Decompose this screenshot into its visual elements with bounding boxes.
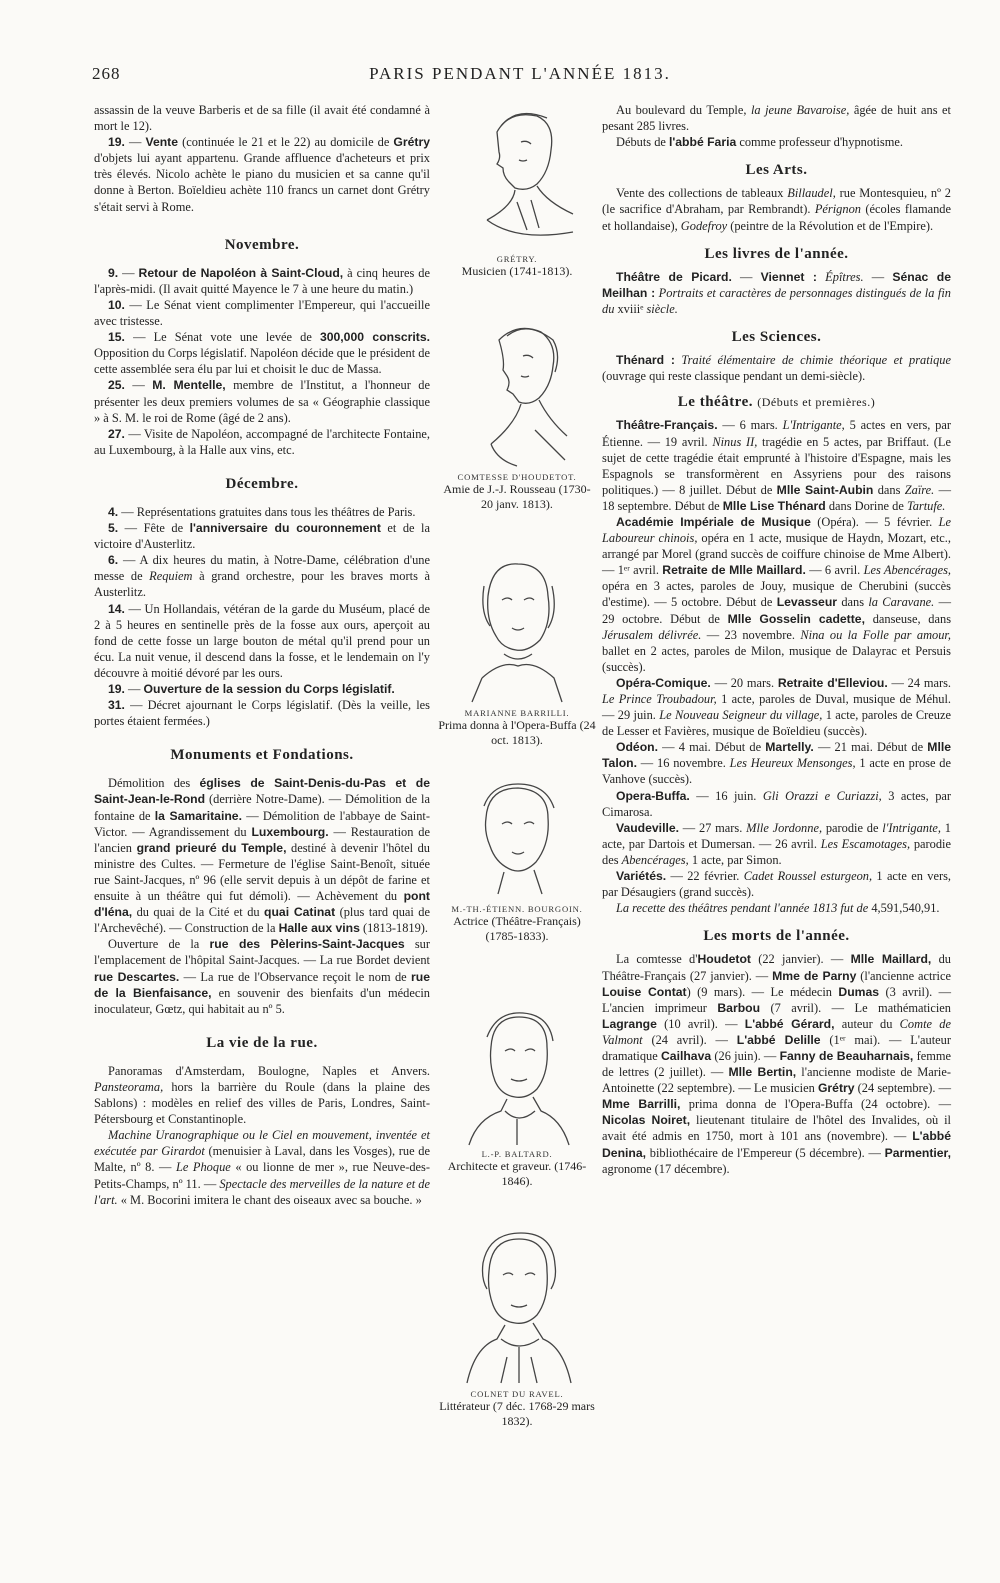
bold-text: Sénac de Meilhan :	[602, 269, 951, 300]
text: —	[731, 269, 761, 284]
text: à grand orchestre, pour les braves morts à Austerlitz.	[94, 569, 430, 600]
page-title: PARIS PENDANT L'ANNÉE 1813.	[369, 64, 671, 83]
section-heading-novembre: Novembre.	[224, 236, 300, 253]
text: — 16 juin.	[689, 788, 763, 803]
text: — 27 mars.	[679, 820, 747, 835]
portrait-caption: COMTESSE D'HOUDETOT.	[457, 472, 577, 482]
italic-text: Pansteorama,	[94, 1079, 164, 1094]
italic-text: Spectacle des merveilles de la nature et de l'art.	[94, 1176, 430, 1207]
bold-text: quai Catinat	[264, 905, 336, 920]
text: — 21 mai. Début de	[813, 740, 928, 755]
text: — Restauration de l'ancien	[94, 824, 430, 855]
bold-text: Vente	[145, 135, 178, 150]
paragraph	[94, 377, 430, 425]
text: (derrière Notre-Dame). — Démolition de la fontaine de	[94, 792, 430, 823]
date: 6.	[108, 553, 119, 568]
portrait-description: Musicien (1741-1813).	[461, 264, 573, 278]
text: (écoles flamande et hollandaise),	[602, 202, 951, 233]
date: 27.	[108, 426, 125, 441]
text: 3 actes, par Cimarosa.	[602, 788, 952, 819]
text: (Opéra). — 5 février.	[810, 514, 939, 529]
paragraph	[94, 1127, 430, 1207]
text: Démolition des	[108, 776, 200, 791]
date: 4.	[108, 504, 119, 519]
text: (peintre de la Révolution et de l'Empire).	[727, 218, 934, 233]
text: — 24 mars.	[887, 675, 952, 690]
date: 19.	[108, 135, 125, 150]
bold-text: Théâtre de Picard.	[616, 269, 732, 284]
text: (24 avril). —	[642, 1032, 737, 1047]
paragraph	[602, 185, 951, 233]
italic-text: la jeune Bavaroise,	[750, 103, 850, 117]
italic-text: Tartufe.	[906, 498, 946, 513]
text: comme professeur d'hypnotisme.	[736, 135, 903, 150]
section-heading-vie-de-la-rue: La vie de la rue.	[206, 1034, 318, 1051]
text: prima donna de l'Opera-Buffa (24 octobre). —	[680, 1097, 952, 1112]
text: 1 acte, paroles de Creuze de Lesser et Favières, musique de Boïeldieu (succès).	[602, 708, 951, 739]
italic-text: Abencérages,	[621, 852, 689, 867]
paragraph	[602, 417, 951, 514]
italic-text: La recette des théâtres pendant l'année 1813 fut de	[616, 901, 869, 916]
date: 10.	[108, 297, 125, 312]
text: — La rue de l'Observance reçoit le nom de	[179, 969, 412, 984]
bold-text: Halle aux vins	[278, 921, 360, 936]
italic-text: Billaudel,	[787, 186, 836, 201]
text: 1 acte, par Simon.	[688, 852, 782, 867]
text: 1 acte, par Dartois et Dumersan. — 26 avril.	[602, 820, 951, 851]
bold-text: Grétry	[817, 1081, 855, 1096]
portrait-caption: COLNET DU RAVEL.	[470, 1389, 564, 1399]
text: (ouvrage qui reste classique pendant un demi-siècle).	[602, 369, 866, 384]
section-heading-monuments: Monuments et Fondations.	[170, 747, 354, 764]
bold-text: l'abbé Faria	[669, 135, 737, 150]
portrait-description: Prima donna à l'Opera-Buffa (24 oct. 1813).	[438, 718, 596, 747]
portrait-caption: GRÉTRY.	[496, 254, 538, 264]
italic-text: siècle.	[646, 301, 678, 316]
portrait-houdetot	[438, 320, 596, 512]
text: sur l'emplacement de l'hôpital Saint-Jacques. — La rue Bordet devient	[94, 937, 431, 968]
bold-text: L'abbé Denina,	[602, 1129, 951, 1160]
italic-text: Nina ou la Folle par amour,	[800, 627, 951, 642]
text: (continuée le 21 et le 22) au domicile de	[178, 135, 394, 150]
text: —	[124, 682, 144, 696]
text: destiné à devenir l'hôtel du ministre des Cultes. — Fermeture de l'église Saint-Benoît, située rue Saint-Jacques, nº 96 (elle servit depuis à un dépôt de farine et ensuite à un théâtre qui fut démoli). — Achèvement du	[94, 840, 430, 904]
date: 15.	[108, 330, 125, 345]
italic-text: Les Escamotages,	[820, 836, 911, 851]
portrait-engraving-icon	[457, 1227, 577, 1387]
italic-text: la Caravane.	[868, 595, 935, 610]
bold-text: Mlle Maillard,	[850, 952, 932, 967]
paragraph	[94, 265, 430, 297]
italic-text: Godefroy	[680, 218, 728, 233]
bold-text: Viennet :	[760, 269, 817, 284]
text: — Démolition de l'abbaye de Saint-Victor. — Agrandissement du	[94, 808, 430, 839]
italic-text: Le Nouveau Seigneur du village,	[659, 708, 823, 723]
paragraph	[94, 297, 430, 329]
text: — A dix heures du matin, à Notre-Dame, célébration d'une messe de	[94, 553, 430, 584]
text: du quai de la Cité et du	[132, 905, 265, 920]
bold-text: Ouverture de la session du Corps législatif.	[143, 682, 395, 696]
text: parodie des	[602, 836, 951, 867]
italic-text: Épîtres.	[816, 269, 864, 284]
italic-text: Le Prince Troubadour,	[602, 692, 717, 706]
left-column	[94, 102, 430, 1208]
bold-text: Grétry	[393, 135, 431, 150]
date: 31.	[108, 698, 125, 713]
text: — 6 avril.	[805, 563, 864, 578]
bold-text: M. Mentelle,	[152, 378, 226, 393]
text: — 6 mars.	[717, 418, 783, 433]
text: hors la barrière du Roule (dans la plaine des Sablons) : modèles en relief des villes de Paris, Londres, Saint-Pétersbourg et Constantinople.	[94, 1079, 430, 1127]
text: —	[124, 135, 146, 150]
text: opéra en 3 actes, paroles de Jouy, musique de Cherubini (succès d'estime). — 5 octobre. Début de	[602, 579, 951, 610]
text: 1 acte en prose de Vanhove (succès).	[602, 756, 951, 787]
paragraph	[94, 775, 430, 936]
bold-text: rue des Pèlerins-Saint-Jacques	[209, 937, 405, 952]
text: (1ᵉʳ mai). — L'auteur dramatique	[602, 1032, 951, 1063]
bold-text: 300,000 conscrits.	[319, 330, 430, 345]
section-heading-sciences: Les Sciences.	[731, 329, 822, 346]
paragraph	[94, 681, 430, 697]
italic-text: Requiem	[149, 569, 193, 584]
text: Opposition du Corps législatif. Napoléon décide que le président de cette assemblée sera élu par lui et choisit le duc de Massa.	[94, 346, 430, 377]
text: (l'ancienne actrice	[856, 968, 951, 983]
bold-text: Retour de Napoléon à Saint-Cloud,	[138, 265, 344, 280]
text: ballet en 2 actes, paroles de Milon, musique de Dalayrac et Persuis (succès).	[602, 643, 951, 674]
heading-text: Le théâtre.	[677, 394, 753, 411]
text: —	[124, 378, 153, 393]
text: La comtesse d'	[616, 952, 698, 967]
bold-text: Mlle Bertin,	[728, 1065, 797, 1080]
bold-text: Louise Contat	[602, 984, 687, 999]
bold-text: rue Descartes.	[94, 969, 180, 984]
date: 14.	[108, 601, 125, 616]
text: « ou lionne de mer », rue Neuve-des-Petits-Champs, nº 11. —	[94, 1160, 430, 1191]
bold-text: L'abbé Delille	[736, 1032, 821, 1047]
text: (3 avril). — L'ancien imprimeur	[602, 984, 951, 1015]
text: l'ancienne modiste de Marie-Antoinette (22 septembre). — Le musicien	[602, 1065, 951, 1096]
bold-text: Mme Barrilli,	[602, 1097, 681, 1112]
text: danseuse, dans	[864, 611, 952, 626]
bold-text: Houdetot	[697, 952, 751, 967]
italic-text: Cadet Roussel esturgeon,	[743, 869, 873, 884]
paragraph	[602, 951, 951, 1176]
right-column	[602, 102, 951, 1177]
text: — 29 octobre. Début de	[602, 595, 951, 626]
portrait-colnet	[438, 1227, 596, 1429]
text: à cinq heures de l'après-midi. (Il avait quitté Mayence le 7 à une heure du matin.)	[94, 265, 430, 296]
italic-text: Pérignon	[814, 202, 861, 217]
section-heading-livres: Les livres de l'année.	[704, 245, 849, 262]
paragraph	[602, 134, 951, 150]
date: 19.	[108, 682, 125, 696]
bold-text: Lagrange	[602, 1016, 657, 1031]
italic-text: l'Intrigante,	[882, 820, 942, 835]
date: 9.	[108, 265, 119, 280]
text: (26 juin). —	[711, 1048, 780, 1063]
portrait-baltard	[438, 1007, 596, 1189]
paragraph	[602, 352, 951, 384]
italic-text: Zaïre.	[904, 482, 935, 497]
paragraph	[602, 739, 951, 787]
bold-text: Retraite de Mlle Maillard.	[662, 563, 806, 578]
text: (7 avril). — Le mathématicien	[760, 1000, 951, 1015]
text: agronome (17 décembre).	[602, 1161, 730, 1176]
section-heading-theatre	[602, 394, 951, 410]
text: (22 janvier). —	[750, 952, 851, 967]
text: Au boulevard du Temple,	[616, 103, 751, 117]
text: — 4 mai. Début de	[657, 740, 766, 755]
bold-text: Académie Impériale de Musique	[616, 514, 811, 529]
italic-text: L'Intrigante,	[782, 418, 845, 433]
italic-text: Mlle Jordonne,	[746, 820, 823, 835]
text: dans	[837, 595, 869, 610]
paragraph	[94, 102, 430, 134]
text: xviiiᵉ	[614, 301, 647, 316]
paragraph	[602, 900, 951, 916]
bold-text: Parmentier,	[884, 1145, 951, 1160]
paragraph	[94, 520, 430, 552]
portrait-description: Actrice (Théâtre-Français) (1785-1833).	[453, 914, 581, 943]
portrait-caption: M.-TH.-ÉTIENN. BOURGOIN.	[451, 904, 583, 914]
bold-text: Fanny de Beauharnais,	[779, 1048, 914, 1063]
text: — Un Hollandais, vétéran de la garde du Muséum, placé de 2 à 5 heures en sentinelle près de la fosse aux ours, aperçoit au fond de cette fosse un large bouton de métal qu'il prend pour un écu. La nuit venue, il descend dans la fosse, et le lendemain on l'y découvre à moitié dévoré par les ours.	[94, 601, 430, 680]
text: — 16 novembre.	[636, 756, 730, 771]
bold-text: rue de la Bienfaisance,	[94, 969, 430, 1000]
bold-text: Opéra-Comique.	[616, 675, 711, 690]
text: 1 acte en vers, par Désaugiers (grand succès).	[602, 869, 951, 900]
portrait-barrilli	[438, 556, 596, 748]
text: en souvenir des bienfaits d'un médecin inoculateur, Gœtz, qui habitait au nº 5.	[94, 985, 430, 1016]
bold-text: Mlle Gosselin cadette,	[727, 611, 865, 626]
text: ) (9 mars). — Le médecin	[686, 984, 839, 999]
bold-text: grand prieuré du Temple,	[136, 840, 287, 855]
italic-text: Le Phoque	[175, 1160, 231, 1175]
text: tragédie en 5 actes, par Briffaut. (Le sujet de cette tragédie était emprunté à l'histoire d'Espagne, mais les Espagnols se transformèrent en Assyriens pour des raisons politiques.) — 8 juillet. Début de	[602, 434, 952, 497]
page-header	[92, 64, 948, 88]
paragraph	[94, 697, 430, 729]
text: (10 avril). —	[656, 1016, 745, 1031]
heading-subtitle: (Débuts et premières.)	[757, 395, 876, 410]
section-heading-arts: Les Arts.	[745, 162, 808, 179]
text: parodie de	[822, 820, 883, 835]
text: — Fête de	[118, 521, 190, 536]
italic-text: Machine Uranographique ou le Ciel en mouvement, inventée et exécutée par Girardot	[94, 1128, 430, 1159]
text: — 23 novembre.	[701, 627, 801, 642]
text: 1 acte, paroles de Duval, musique de Méhul. — 29 juin.	[602, 692, 951, 723]
text: — Le Sénat vote une levée de	[124, 330, 320, 345]
italic-text: Traité élémentaire de chimie théorique et pratique	[674, 353, 951, 368]
text: (menuisier à Laval, dans les Vosges), rue de Malte, nº 8. —	[94, 1144, 430, 1175]
text: — 18 septembre. Début de	[602, 482, 951, 513]
bold-text: Odéon.	[616, 740, 658, 755]
text: Débuts de	[616, 135, 669, 150]
italic-text: Le Laboureur chinois,	[602, 514, 951, 546]
italic-text: Jérusalem délivrée.	[602, 627, 702, 642]
section-heading-decembre: Décembre.	[225, 475, 299, 492]
text: — Le Sénat vient complimenter l'Empereur, qui l'accueille avec tristesse.	[94, 297, 430, 329]
text: opéra en 1 acte, musique de Haydn, Mozart, etc., arrangé par Morel (grand succès de coiffure chinoise de Mme Albert). — 1ᵉʳ avril.	[602, 531, 951, 578]
paragraph	[602, 868, 951, 900]
italic-text: Gli Orazzi e Curiazzi,	[762, 788, 882, 803]
text: femme de lettres (2 juillet). —	[602, 1048, 951, 1080]
paragraph	[602, 675, 951, 739]
text: dans	[873, 482, 905, 497]
text: Panoramas d'Amsterdam, Boulogne, Naples et Anvers.	[108, 1063, 430, 1078]
bold-text: Vaudeville.	[616, 820, 680, 835]
bold-text: Thénard :	[616, 353, 675, 368]
bold-text: Dumas	[838, 984, 880, 999]
text: assassin de la veuve Barberis et de sa fille (il avait été condamné à mort le 12).	[94, 103, 430, 134]
paragraph	[602, 269, 951, 317]
bold-text: églises de Saint-Denis-du-Pas et de Saint-Jean-le-Rond	[94, 776, 431, 807]
paragraph	[94, 329, 430, 377]
text: dans Dorine de	[825, 498, 907, 513]
bold-text: Opera-Buffa.	[616, 788, 690, 803]
bold-text: Théâtre-Français.	[616, 418, 718, 433]
paragraph	[94, 601, 430, 681]
paragraph	[602, 820, 951, 868]
text: Ouverture de la	[108, 937, 210, 952]
italic-text: Ninus II,	[712, 434, 758, 449]
text: — 22 février.	[666, 869, 744, 884]
text: (1813-1819).	[359, 921, 429, 936]
italic-text: Portraits et caractères de personnages distingués de la fin du	[602, 285, 951, 316]
text: du Théâtre-Français (27 janvier). —	[602, 952, 951, 983]
portrait-description: Littérateur (7 déc. 1768-29 mars 1832).	[439, 1399, 595, 1428]
paragraph	[602, 514, 951, 675]
portrait-engraving-icon	[457, 1007, 577, 1147]
portrait-description: Architecte et graveur. (1746-1846).	[447, 1159, 587, 1188]
bold-text: Mlle Lise Thénard	[722, 498, 826, 513]
text: (plus tard quai de l'Archevêché). — Construction de la	[94, 905, 430, 936]
bold-text: L'abbé Gérard,	[744, 1016, 835, 1031]
portrait-engraving-icon	[462, 782, 572, 902]
italic-text: Les Abencérages,	[863, 563, 952, 578]
text: Vente des collections de tableaux	[616, 186, 788, 201]
text: « M. Bocorini imitera le chant des oiseaux avec sa bouche. »	[117, 1192, 422, 1207]
italic-text: Comte de Valmont	[602, 1016, 951, 1047]
bold-text: Mme de Parny	[772, 968, 857, 983]
text: bibliothécaire de l'Empereur (5 décembre). —	[646, 1145, 885, 1160]
text: (24 septembre). —	[854, 1081, 951, 1096]
text: d'objets lui ayant appartenu. Grande affluence d'acheteurs et prix très élevés. Nicolo achète le piano du musicien et sa canne qu'il donne à Berton. Boïeldieu achète 110 francs un carnet dont Grétry s'était servi à Rome.	[94, 151, 430, 214]
bold-text: Luxembourg.	[251, 824, 329, 839]
paragraph	[94, 134, 430, 214]
paragraph	[94, 504, 430, 520]
page-number: 268	[92, 64, 121, 83]
bold-text: Mlle Talon.	[602, 740, 951, 771]
text: — Représentations gratuites dans tous les théâtres de Paris.	[118, 504, 416, 519]
paragraph	[94, 552, 430, 600]
bold-text: Martelly.	[765, 740, 814, 755]
portrait-description: Amie de J.-J. Rousseau (1730-20 janv. 1813).	[443, 482, 591, 511]
bold-text: l'anniversaire du couronnement	[189, 521, 381, 536]
paragraph	[94, 936, 430, 1016]
text: — 20 mars.	[710, 675, 778, 690]
portrait-caption: L.-P. BALTARD.	[481, 1149, 553, 1159]
text: —	[118, 265, 139, 280]
bold-text: la Samaritaine.	[154, 808, 242, 823]
portrait-engraving-icon	[462, 556, 572, 706]
date: 25.	[108, 378, 125, 393]
paragraph	[602, 788, 951, 820]
paragraph	[602, 102, 951, 134]
text: — Décret ajournant le Corps législatif. (Dès la veille, les portes étaient fermées.)	[94, 698, 430, 729]
bold-text: Nicolas Noiret,	[602, 1113, 691, 1128]
section-heading-morts: Les morts de l'année.	[703, 928, 850, 945]
paragraph	[94, 426, 430, 458]
text: et de la victoire d'Austerlitz.	[94, 521, 430, 552]
text: —	[863, 269, 893, 284]
portrait-engraving-icon	[457, 320, 577, 470]
text: 5 actes en vers, par Étienne. — 19 avril.	[602, 418, 951, 449]
portrait-caption: MARIANNE BARRILLI.	[464, 708, 570, 718]
text: rue Montesquieu, nº 2 (le sacrifice d'Abraham, par Rembrandt).	[602, 186, 951, 217]
portrait-bourgoin	[438, 782, 596, 944]
bold-text: Cailhava	[661, 1048, 712, 1063]
italic-text: Les Heureux Mensonges,	[729, 756, 856, 771]
text: membre de l'Institut, a l'honneur de présenter les deux premiers volumes de sa « Géographie classique » à S. M. le roi de Rome (âgé de 2 ans).	[94, 378, 430, 425]
text: âgée de huit ans et pesant 285 livres.	[602, 103, 952, 134]
text: lieutenant titulaire de l'hôtel des Invalides, où il avait été admis en 1750, mort à 101 ans (novembre). —	[602, 1113, 951, 1144]
bold-text: Mlle Saint-Aubin	[776, 482, 874, 497]
bold-text: Barbou	[717, 1000, 761, 1015]
text: auteur du	[834, 1016, 900, 1031]
paragraph	[94, 1063, 430, 1127]
bold-text: pont d'Iéna,	[94, 889, 430, 920]
date: 5.	[108, 521, 119, 536]
text: 4,591,540,91.	[868, 901, 940, 916]
portrait-gretry	[438, 102, 596, 279]
bold-text: Retraite d'Elleviou.	[777, 675, 888, 690]
portrait-engraving-icon	[457, 102, 577, 252]
text: — Visite de Napoléon, accompagné de l'architecte Fontaine, au Luxembourg, à la Halle aux vins, etc.	[94, 426, 430, 457]
bold-text: Variétés.	[616, 869, 667, 884]
bold-text: Levasseur	[776, 595, 838, 610]
